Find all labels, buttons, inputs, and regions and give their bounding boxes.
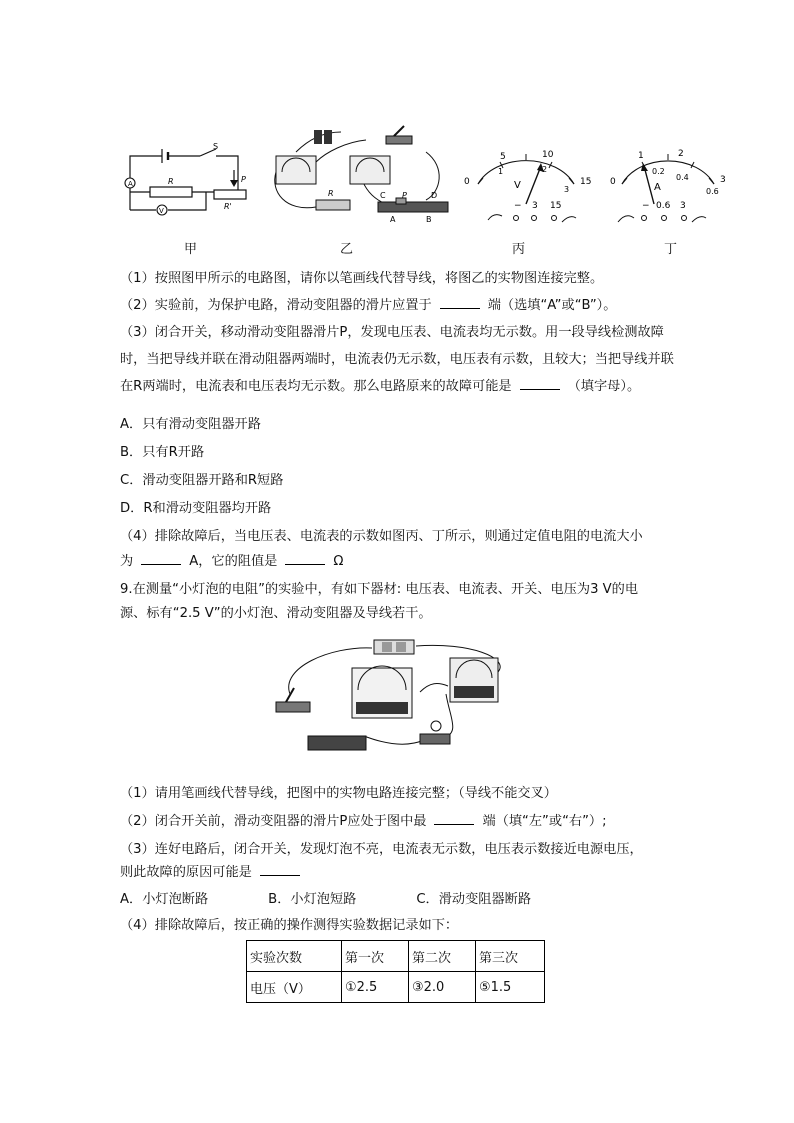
q8-option-d: D．R和滑动变阻器均开路	[120, 501, 272, 516]
table-cell: ①2.5	[342, 972, 409, 1003]
v-term-3: 3	[532, 201, 538, 211]
table-header-cell: 实验次数	[247, 941, 342, 972]
table-row	[247, 972, 545, 1003]
table-header-cell: 第一次	[342, 941, 409, 972]
yi-terminal-c: C	[380, 191, 386, 200]
table-cell: ⑤1.5	[476, 972, 545, 1003]
q9-part3-blank	[260, 863, 300, 876]
q9-stem-line1: 9.在测量“小灯泡的电阻”的实验中，有如下器材: 电压表、电流表、开关、电压为3 V的电	[120, 582, 639, 597]
caption-yi: 乙	[340, 242, 354, 257]
q8-part2-text-b: 端（选填“A”或“B”）。	[487, 298, 617, 313]
yi-terminal-d: D	[431, 191, 438, 200]
q8-part2-blank	[440, 296, 480, 309]
q8-part4-blank-resistance	[285, 552, 325, 565]
switch-label: S	[213, 142, 219, 151]
caption-ding: 丁	[664, 242, 678, 257]
a-tick-2: 2	[678, 149, 684, 159]
q8-part3-blank	[520, 377, 560, 390]
q8-part4-text-d: Ω	[333, 554, 344, 569]
v-tick-15: 15	[580, 177, 592, 187]
caption-bing: 丙	[512, 242, 526, 257]
resistor-label: R	[168, 177, 174, 186]
q9-part2-text-b: 端（填“左”或“右”）;	[482, 814, 607, 829]
yi-terminal-b: B	[426, 215, 432, 224]
q8-option-a: A．只有滑动变阻器开路	[120, 417, 261, 432]
q9-stem-line2: 源、标有“2.5 V”的小灯泡、滑动变阻器及导线若干。	[120, 606, 432, 621]
caption-jia: 甲	[184, 242, 198, 257]
a-term-06: 0.6	[656, 201, 671, 211]
q9-part1: （1）请用笔画线代替导线，把图中的实物电路连接完整；（导线不能交叉）	[120, 786, 557, 801]
q9-options	[120, 886, 680, 913]
a-tick-04: 0.4	[676, 173, 689, 182]
yi-slider-p: P	[402, 191, 407, 200]
q9-option-b: B．小灯泡短路	[268, 892, 357, 907]
q9-part4: （4）排除故障后，按正确的操作测得实验数据记录如下：	[120, 918, 459, 933]
q8-part3	[120, 319, 680, 400]
a-unit: A	[654, 182, 661, 193]
v-tick-3: 3	[564, 185, 570, 194]
ammeter-dial-ding	[604, 142, 734, 232]
q8-part4-line2	[120, 548, 680, 575]
table-header-cell: 第二次	[409, 941, 476, 972]
table-header-cell: 第三次	[476, 941, 545, 972]
q8-part4-line1: （4）排除故障后，当电压表、电流表的示数如图丙、丁所示，则通过定值电阻的电流大小	[120, 529, 643, 544]
a-term-neg: −	[642, 201, 650, 211]
q9-option-a: A．小灯泡断路	[120, 892, 209, 907]
table-cell: 电压（V）	[247, 972, 342, 1003]
v-tick-5: 5	[500, 152, 506, 162]
a-tick-02: 0.2	[652, 167, 665, 176]
a-term-3: 3	[680, 201, 686, 211]
apparatus-yi	[266, 122, 456, 232]
q9-part2-blank	[434, 812, 474, 825]
voltmeter-dial-bing	[458, 142, 598, 232]
v-term-neg: −	[514, 201, 522, 211]
q8-part4-blank-current	[141, 552, 181, 565]
q9-option-c: C．滑动变阻器断路	[416, 892, 532, 907]
a-tick-3: 3	[720, 175, 726, 185]
v-unit: V	[514, 180, 521, 191]
a-tick-0: 0	[610, 177, 616, 187]
q8-part3-text-b: （填字母）。	[567, 379, 641, 394]
a-tick-1: 1	[638, 151, 644, 161]
yi-terminal-a: A	[390, 215, 396, 224]
yi-resistor-label: R	[328, 189, 334, 198]
q9-part2-text-a: （2）闭合开关前，滑动变阻器的滑片P应处于图中最	[120, 814, 427, 829]
q8-option-b: B．只有R开路	[120, 445, 205, 460]
table-cell: ③2.0	[409, 972, 476, 1003]
data-table	[246, 940, 545, 1003]
q8-part3-text-a: （3）闭合开关，移动滑动变阻器滑片P，发现电压表、电流表均无示数。用一段导线检测故障时，当把导线并联在滑动阻器两端时，电流表仍无示数，电压表有示数，且较大；当把导线并联在R两端时，电流表和电压表均无示数。那么电路原来的故障可能是	[120, 325, 674, 394]
voltmeter-label: V	[159, 207, 164, 215]
a-tick-06: 0.6	[706, 187, 719, 196]
ammeter-label: A	[128, 180, 133, 188]
q9-part3-text-b: 则此故障的原因可能是	[120, 865, 252, 880]
v-tick-1: 1	[498, 167, 504, 176]
rheostat-label: R'	[224, 202, 232, 211]
q8-part1: （1）按照图甲所示的电路图，请你以笔画线代替导线，将图乙的实物图连接完整。	[120, 271, 604, 286]
q9-part3-line1: （3）连好电路后，闭合开关，发现灯泡不亮，电流表无示数，电压表示数接近电源电压，	[120, 842, 643, 857]
q8-part4-text-c: A，它的阻值是	[189, 554, 278, 569]
v-term-15: 15	[550, 201, 562, 211]
q8-part2-text-a: （2）实验前，为保护电路，滑动变阻器的滑片应置于	[120, 298, 432, 313]
q8-part2	[120, 292, 680, 319]
q8-option-c: C．滑动变阻器开路和R短路	[120, 473, 284, 488]
circuit-diagram-jia	[118, 140, 253, 225]
q9-part2	[120, 808, 680, 835]
slider-label: P	[241, 175, 246, 184]
apparatus-q9	[270, 628, 530, 768]
q8-part4-text-b: 为	[120, 554, 134, 569]
v-tick-10: 10	[542, 150, 554, 160]
v-tick-0: 0	[464, 177, 470, 187]
table-header-row	[247, 941, 545, 972]
q9-part3-line2	[120, 859, 680, 886]
v-tick-2: 2	[542, 165, 548, 174]
